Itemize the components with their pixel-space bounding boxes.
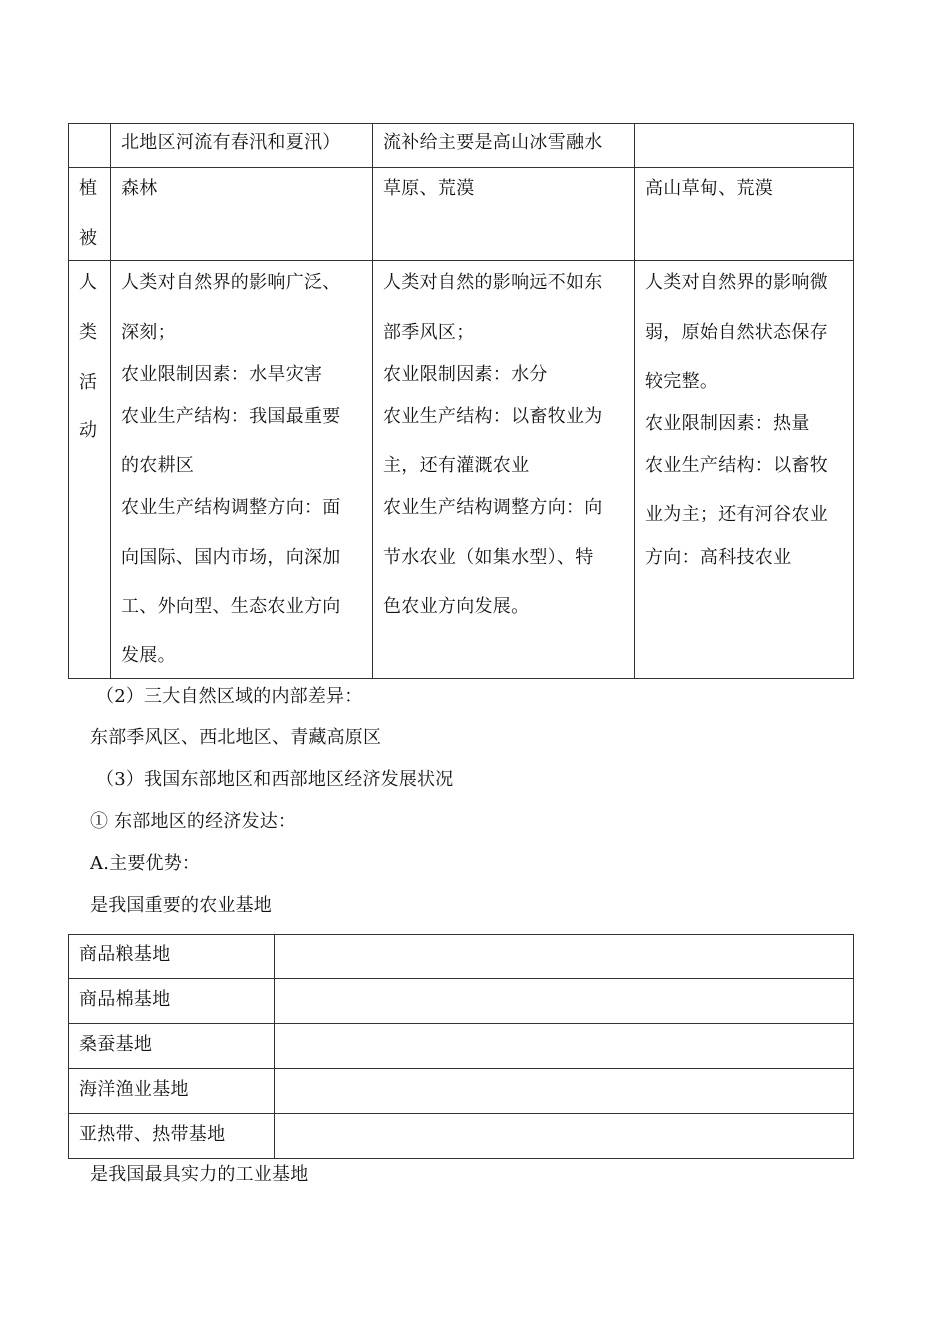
cell-line: 农业生产结构调整方向：面 — [121, 497, 341, 518]
cell-line: 农业限制因素：水分 — [383, 364, 548, 385]
cell-line: 较完整。 — [645, 371, 719, 392]
cell-line: 弱，原始自然状态保存 — [645, 322, 828, 343]
table-cell: 北地区河流有春汛和夏汛） — [121, 132, 341, 153]
table-col-divider — [634, 123, 635, 679]
table-cell-label: 亚热带、热带基地 — [79, 1124, 226, 1145]
cell-line: 的农耕区 — [121, 455, 195, 476]
table-col-divider — [274, 934, 275, 1159]
table-cell: 流补给主要是高山冰雪融水 — [383, 132, 603, 153]
table-row-divider — [68, 1068, 854, 1069]
cell-line: 工、外向型、生态农业方向 — [121, 596, 341, 617]
paragraph-industrial-base: 是我国最具实力的工业基地 — [90, 1164, 309, 1185]
table-cell-label: 桑蚕基地 — [79, 1034, 153, 1055]
cell-line: 农业生产结构调整方向：向 — [383, 497, 603, 518]
table-border-left — [68, 123, 69, 679]
table-border-top — [68, 123, 854, 124]
paragraph-main-advantages: A.主要优势： — [90, 853, 201, 874]
table-col-divider — [110, 123, 111, 679]
cell-line: 发展。 — [121, 645, 176, 666]
cell-line: 部季风区； — [383, 322, 475, 343]
row-label-char: 活 — [79, 372, 98, 393]
table-cell: 高山草甸、荒漠 — [645, 178, 774, 199]
cell-line: 节水农业（如集水型）、特 — [383, 547, 594, 568]
table-border-bottom — [68, 678, 854, 679]
table-row-divider — [68, 167, 854, 168]
table-row-divider — [68, 978, 854, 979]
cell-line: 方向：高科技农业 — [645, 547, 792, 568]
table-row-divider — [68, 1023, 854, 1024]
row-label-char: 类 — [79, 322, 98, 343]
table-border-left — [68, 934, 69, 1159]
table-border-top — [68, 934, 854, 935]
table-col-divider — [372, 123, 373, 679]
paragraph-east-developed: ① 东部地区的经济发达： — [90, 811, 297, 832]
table-cell: 森林 — [121, 178, 158, 199]
table-border-bottom — [68, 1158, 854, 1159]
table-row-divider — [68, 1113, 854, 1114]
cell-line: 农业生产结构：以畜牧 — [645, 455, 828, 476]
cell-line: 向国际、国内市场，向深加 — [121, 547, 341, 568]
table-cell: 草原、荒漠 — [383, 178, 475, 199]
cell-line: 色农业方向发展。 — [383, 596, 530, 617]
cell-line: 农业限制因素：水旱灾害 — [121, 364, 323, 385]
paragraph-agriculture-base: 是我国重要的农业基地 — [90, 895, 272, 916]
cell-line: 人类对自然界的影响微 — [645, 272, 828, 293]
table-border-right — [853, 934, 854, 1159]
paragraph-internal-differences: （2）三大自然区域的内部差异： — [96, 686, 363, 707]
cell-line: 农业生产结构：我国最重要 — [121, 406, 341, 427]
cell-line: 深刻； — [121, 322, 176, 343]
cell-line: 人类对自然界的影响广泛、 — [121, 272, 341, 293]
row-label-char: 植 — [79, 178, 98, 199]
paragraph-three-regions: 东部季风区、西北地区、青藏高原区 — [90, 727, 382, 748]
cell-line: 农业限制因素：热量 — [645, 413, 810, 434]
table-border-right — [853, 123, 854, 679]
row-label-char: 动 — [79, 420, 98, 441]
cell-line: 农业生产结构：以畜牧业为 — [383, 406, 603, 427]
row-label-char: 被 — [79, 228, 98, 249]
table-cell-label: 海洋渔业基地 — [79, 1079, 189, 1100]
cell-line: 业为主；还有河谷农业 — [645, 504, 828, 525]
table-row-divider — [68, 260, 854, 261]
cell-line: 主，还有灌溉农业 — [383, 455, 530, 476]
table-cell-label: 商品棉基地 — [79, 989, 171, 1010]
cell-line: 人类对自然的影响远不如东 — [383, 272, 603, 293]
row-label-char: 人 — [79, 272, 98, 293]
table-cell-label: 商品粮基地 — [79, 944, 171, 965]
paragraph-east-west-economy: （3）我国东部地区和西部地区经济发展状况 — [96, 769, 454, 790]
